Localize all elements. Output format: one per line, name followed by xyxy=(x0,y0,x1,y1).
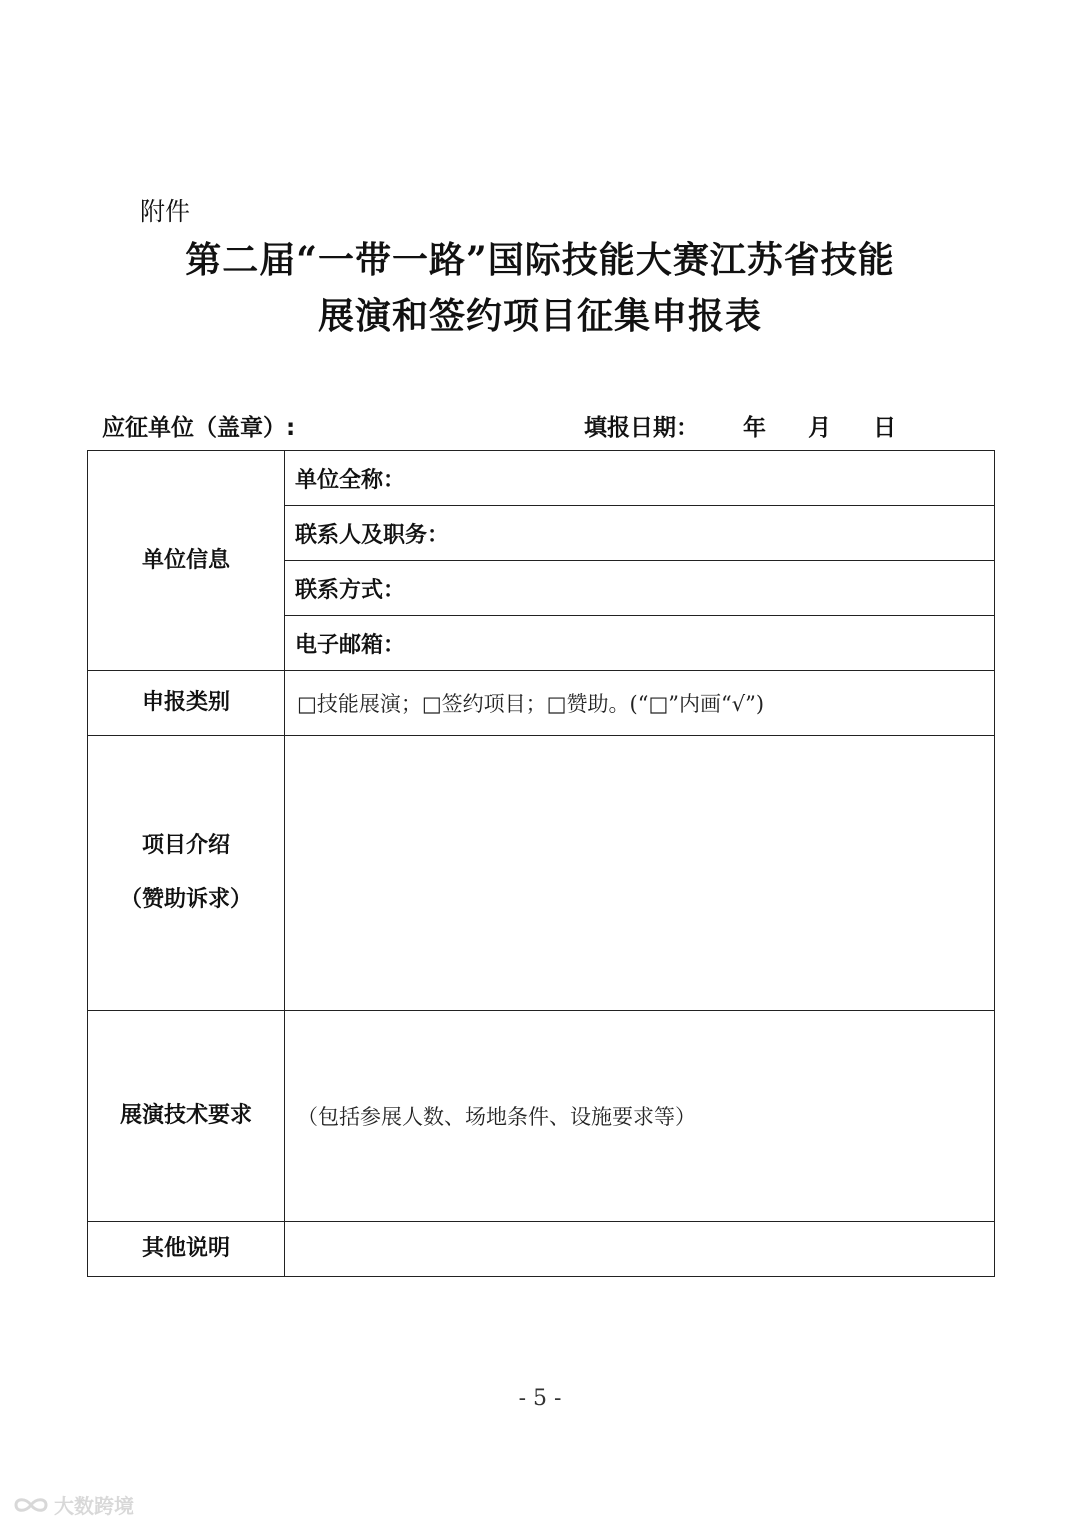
table-row xyxy=(88,451,995,506)
email-field[interactable] xyxy=(285,616,995,671)
page-title-line2: 展演和签约项目征集申报表 xyxy=(317,295,762,337)
watermark xyxy=(12,1490,134,1519)
fill-date xyxy=(584,412,896,444)
fill-date-label: 填报日期： xyxy=(584,415,699,441)
table-row xyxy=(88,671,995,736)
email-label: 电子邮箱： xyxy=(295,632,406,658)
other-notes-label: 其他说明 xyxy=(88,1222,285,1277)
table-row xyxy=(88,1222,995,1277)
contact-person-field[interactable] xyxy=(285,506,995,561)
table-row xyxy=(88,736,995,1011)
other-notes-input[interactable] xyxy=(285,1222,995,1277)
tech-requirements-label: 展演技术要求 xyxy=(88,1011,285,1222)
date-day: 日 xyxy=(873,415,897,441)
date-year: 年 xyxy=(743,415,767,441)
tech-requirements-input[interactable]: （包括参展人数、场地条件、设施要求等） xyxy=(285,1011,995,1222)
page-title-line1: 第二届“一带一路”国际技能大赛江苏省技能 xyxy=(185,239,895,281)
page-number: - 5 - xyxy=(518,1386,562,1411)
contact-method-label: 联系方式： xyxy=(295,577,406,603)
category-label: 申报类别 xyxy=(88,671,285,736)
contact-person-label: 联系人及职务： xyxy=(295,522,450,548)
contact-method-field[interactable] xyxy=(285,561,995,616)
infinity-logo-icon xyxy=(12,1494,50,1516)
table-row xyxy=(88,1011,995,1222)
project-intro-label-line2: （赞助诉求） xyxy=(119,887,252,912)
category-options[interactable]: □技能展演；□签约项目；□赞助。(“□”内画“√”) xyxy=(285,671,995,736)
date-month: 月 xyxy=(808,415,832,441)
unit-fullname-label: 单位全称： xyxy=(295,467,406,493)
project-intro-input[interactable] xyxy=(285,736,995,1011)
unit-fullname-field[interactable] xyxy=(285,451,995,506)
application-form-table xyxy=(87,450,995,1277)
unit-info-label: 单位信息 xyxy=(88,451,285,671)
watermark-text: 大数跨境 xyxy=(54,1494,134,1518)
attachment-label: 附件 xyxy=(140,197,191,226)
project-intro-label-line1: 项目介绍 xyxy=(141,833,230,858)
project-intro-label xyxy=(88,736,285,1011)
applicant-unit-label: 应征单位（盖章）: xyxy=(102,415,296,441)
